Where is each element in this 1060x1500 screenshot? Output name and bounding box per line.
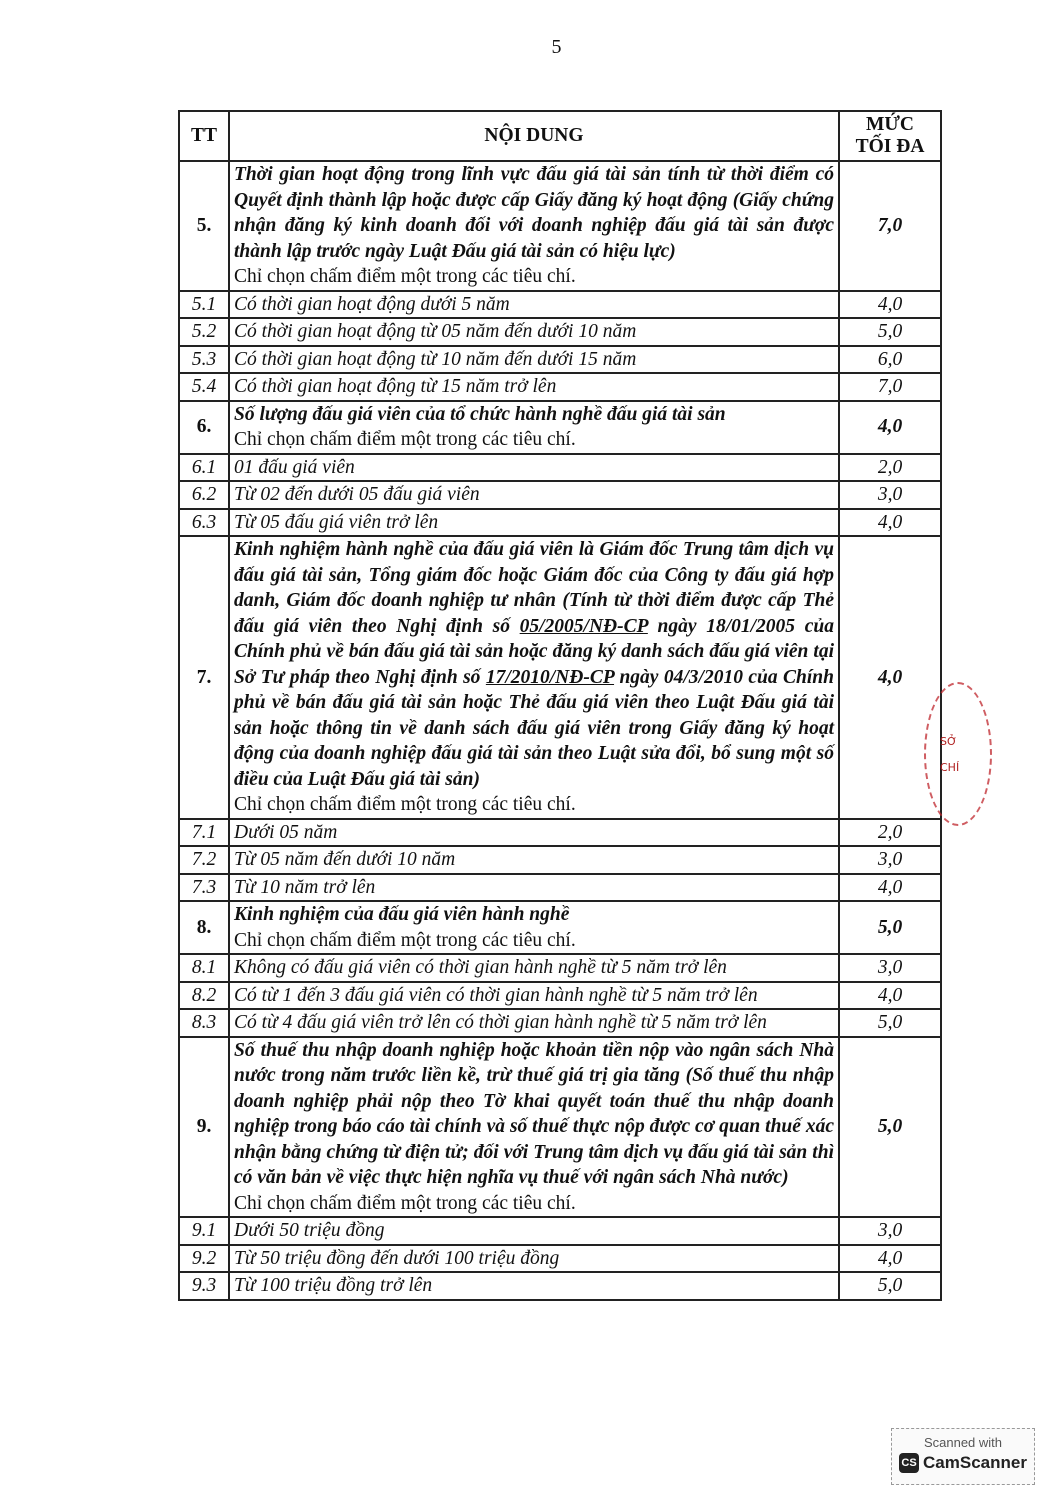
row-content bbox=[229, 1037, 839, 1218]
row-number: 5.3 bbox=[179, 346, 229, 374]
row-content: Từ 05 đấu giá viên trở lên bbox=[229, 509, 839, 537]
row-number: 8.3 bbox=[179, 1009, 229, 1037]
row-number: 7.3 bbox=[179, 874, 229, 902]
table-row bbox=[179, 982, 941, 1010]
criterion-title: Thời gian hoạt động trong lĩnh vực đấu giá tài sản tính từ thời điểm có Quyết định thành lập hoặc được cấp Giấy đăng ký hoạt động (Giấy chứng nhận đăng ký kinh doanh đối với doanh nghiệp đấu giá tài sản được thành lập trước ngày Luật Đấu giá tài sản có hiệu lực) bbox=[234, 164, 834, 262]
watermark-brand: CamScanner bbox=[923, 1453, 1027, 1472]
row-number: 5. bbox=[179, 161, 229, 291]
row-content bbox=[229, 401, 839, 454]
stamp-text bbox=[940, 735, 959, 774]
row-content: Không có đấu giá viên có thời gian hành nghề từ 5 năm trở lên bbox=[229, 954, 839, 982]
row-content bbox=[229, 161, 839, 291]
row-number: 7. bbox=[179, 536, 229, 819]
row-content: Có thời gian hoạt động từ 15 năm trở lên bbox=[229, 373, 839, 401]
row-max: 4,0 bbox=[839, 1245, 941, 1273]
table-row bbox=[179, 509, 941, 537]
row-max: 2,0 bbox=[839, 819, 941, 847]
page-number: 5 bbox=[551, 36, 562, 58]
criterion-text-part: Kinh nghiệm hành nghề của đấu giá viên là Giám đốc Trung tâm dịch vụ đấu giá tài sản, Tổng giám đốc hoặc Giám đốc của Công ty đấu giá hợp danh, Giám đốc doanh nghiệp tư nhân (Tính từ thời điểm được cấp Thẻ đấu giá viên theo Nghị định số bbox=[234, 539, 834, 637]
criterion-note: Chỉ chọn chấm điểm một trong các tiêu chí. bbox=[234, 794, 576, 815]
table-row bbox=[179, 291, 941, 319]
row-max: 4,0 bbox=[839, 536, 941, 819]
row-content: Dưới 50 triệu đồng bbox=[229, 1217, 839, 1245]
watermark-caption: Scanned with bbox=[923, 1435, 1003, 1450]
row-number: 9.1 bbox=[179, 1217, 229, 1245]
table-row bbox=[179, 536, 941, 819]
row-max: 4,0 bbox=[839, 509, 941, 537]
row-max: 3,0 bbox=[839, 481, 941, 509]
row-max: 4,0 bbox=[839, 401, 941, 454]
table-row bbox=[179, 901, 941, 954]
scoring-table bbox=[178, 110, 942, 1301]
criterion-title: Số lượng đấu giá viên của tổ chức hành nghề đấu giá tài sản bbox=[234, 403, 726, 425]
criterion-title: Số thuế thu nhập doanh nghiệp hoặc khoản tiền nộp vào ngân sách Nhà nước trong năm trước liền kề, trừ thuế giá trị gia tăng (Số thuế thu nhập doanh nghiệp phải nộp theo Tờ khai quyết toán thuế thu nhập doanh nghiệp trong báo cáo tài chính và số thuế thực nộp được cơ quan thuế xác nhận bằng chứng từ điện tử; đối với Trung tâm dịch vụ đấu giá tài sản thì có văn bản về việc thực hiện nghĩa vụ thuế với ngân sách Nhà nước) bbox=[234, 1039, 834, 1188]
row-number: 9. bbox=[179, 1037, 229, 1218]
row-max: 4,0 bbox=[839, 291, 941, 319]
table-row bbox=[179, 454, 941, 482]
row-content: Từ 50 triệu đồng đến dưới 100 triệu đồng bbox=[229, 1245, 839, 1273]
row-content: Có thời gian hoạt động từ 10 năm đến dưới 15 năm bbox=[229, 346, 839, 374]
criterion-note: Chỉ chọn chấm điểm một trong các tiêu chí. bbox=[234, 1192, 576, 1214]
row-max: 7,0 bbox=[839, 373, 941, 401]
criterion-text-part: ngày 18/01/2005 của Chính phủ về bán đấu giá tài sản hoặc đăng ký danh sách đấu giá viên tại Sở Tư pháp theo Nghị định số bbox=[234, 615, 835, 688]
criterion-title: Kinh nghiệm của đấu giá viên hành nghề bbox=[234, 904, 570, 925]
table-row bbox=[179, 1009, 941, 1037]
criterion-note: Chỉ chọn chấm điểm một trong các tiêu chí. bbox=[234, 429, 576, 450]
criterion-title bbox=[234, 537, 834, 792]
decree-link-2010[interactable]: 17/2010/NĐ-CP bbox=[485, 666, 615, 688]
header-content: NỘI DUNG bbox=[229, 111, 839, 161]
row-max: 3,0 bbox=[839, 846, 941, 874]
row-max: 7,0 bbox=[839, 161, 941, 291]
table-row bbox=[179, 373, 941, 401]
row-content: Có thời gian hoạt động dưới 5 năm bbox=[229, 291, 839, 319]
row-number: 5.4 bbox=[179, 373, 229, 401]
row-content: Có thời gian hoạt động từ 05 năm đến dưới 10 năm bbox=[229, 318, 839, 346]
camscanner-logo-icon: CS bbox=[899, 1453, 919, 1473]
criterion-note: Chỉ chọn chấm điểm một trong các tiêu chí. bbox=[234, 266, 576, 287]
table-row bbox=[179, 481, 941, 509]
row-number: 8. bbox=[179, 901, 229, 954]
row-max: 5,0 bbox=[839, 1272, 941, 1300]
row-content: Có từ 4 đấu giá viên trở lên có thời gian hành nghề từ 5 năm trở lên bbox=[229, 1009, 839, 1037]
camscanner-watermark bbox=[891, 1428, 1035, 1485]
row-number: 8.2 bbox=[179, 982, 229, 1010]
header-max bbox=[839, 111, 941, 161]
table-row bbox=[179, 318, 941, 346]
row-max: 6,0 bbox=[839, 346, 941, 374]
row-content: Từ 100 triệu đồng trở lên bbox=[229, 1272, 839, 1300]
table-row bbox=[179, 1245, 941, 1273]
table-row bbox=[179, 161, 941, 291]
row-content bbox=[229, 901, 839, 954]
table-row bbox=[179, 346, 941, 374]
row-content bbox=[229, 536, 839, 819]
row-number: 5.2 bbox=[179, 318, 229, 346]
table-row bbox=[179, 1217, 941, 1245]
criterion-note: Chỉ chọn chấm điểm một trong các tiêu chí. bbox=[234, 929, 576, 951]
row-max: 5,0 bbox=[839, 1009, 941, 1037]
table-row bbox=[179, 1037, 941, 1218]
header-tt: TT bbox=[179, 111, 229, 161]
table-row bbox=[179, 954, 941, 982]
row-number: 6.3 bbox=[179, 509, 229, 537]
row-content: Từ 02 đến dưới 05 đấu giá viên bbox=[229, 481, 839, 509]
row-max: 4,0 bbox=[839, 874, 941, 902]
row-content: Có từ 1 đến 3 đấu giá viên có thời gian hành nghề từ 5 năm trở lên bbox=[229, 982, 839, 1010]
row-number: 8.1 bbox=[179, 954, 229, 982]
header-max-line2: TỐI ĐA bbox=[855, 136, 925, 157]
table-row bbox=[179, 874, 941, 902]
row-number: 7.1 bbox=[179, 819, 229, 847]
table-row bbox=[179, 1272, 941, 1300]
table-row bbox=[179, 846, 941, 874]
row-content: 01 đấu giá viên bbox=[229, 454, 839, 482]
row-content: Dưới 05 năm bbox=[229, 819, 839, 847]
row-max: 4,0 bbox=[839, 982, 941, 1010]
stamp-text-1: SỞ bbox=[940, 735, 958, 748]
row-max: 5,0 bbox=[839, 318, 941, 346]
watermark-brand-row bbox=[892, 1453, 1034, 1473]
decree-link-2005[interactable]: 05/2005/NĐ-CP bbox=[519, 615, 648, 637]
row-max: 5,0 bbox=[839, 1037, 941, 1218]
row-content: Từ 05 năm đến dưới 10 năm bbox=[229, 846, 839, 874]
table-row bbox=[179, 401, 941, 454]
row-number: 5.1 bbox=[179, 291, 229, 319]
row-max: 3,0 bbox=[839, 1217, 941, 1245]
row-number: 9.2 bbox=[179, 1245, 229, 1273]
row-number: 6. bbox=[179, 401, 229, 454]
header-max-line1: MỨC bbox=[865, 114, 914, 135]
row-number: 6.2 bbox=[179, 481, 229, 509]
row-number: 9.3 bbox=[179, 1272, 229, 1300]
table-row bbox=[179, 819, 941, 847]
criterion-text-part: ngày 04/3/2010 của Chính phủ về bán đấu giá tài sản hoặc Thẻ đấu giá viên theo Luật Đấu giá tài sản hoặc thông tin về danh sách đấu giá viên trong Giấy đăng ký hoạt động của doanh nghiệp đấu giá tài sản theo Luật sửa đổi, bổ sung một số điều của Luật Đấu giá tài sản) bbox=[234, 666, 834, 790]
table-header-row bbox=[179, 111, 941, 161]
row-number: 7.2 bbox=[179, 846, 229, 874]
row-number: 6.1 bbox=[179, 454, 229, 482]
row-max: 5,0 bbox=[839, 901, 941, 954]
row-content: Từ 10 năm trở lên bbox=[229, 874, 839, 902]
row-max: 3,0 bbox=[839, 954, 941, 982]
stamp-text-2: CHÍ bbox=[940, 761, 960, 774]
row-max: 2,0 bbox=[839, 454, 941, 482]
